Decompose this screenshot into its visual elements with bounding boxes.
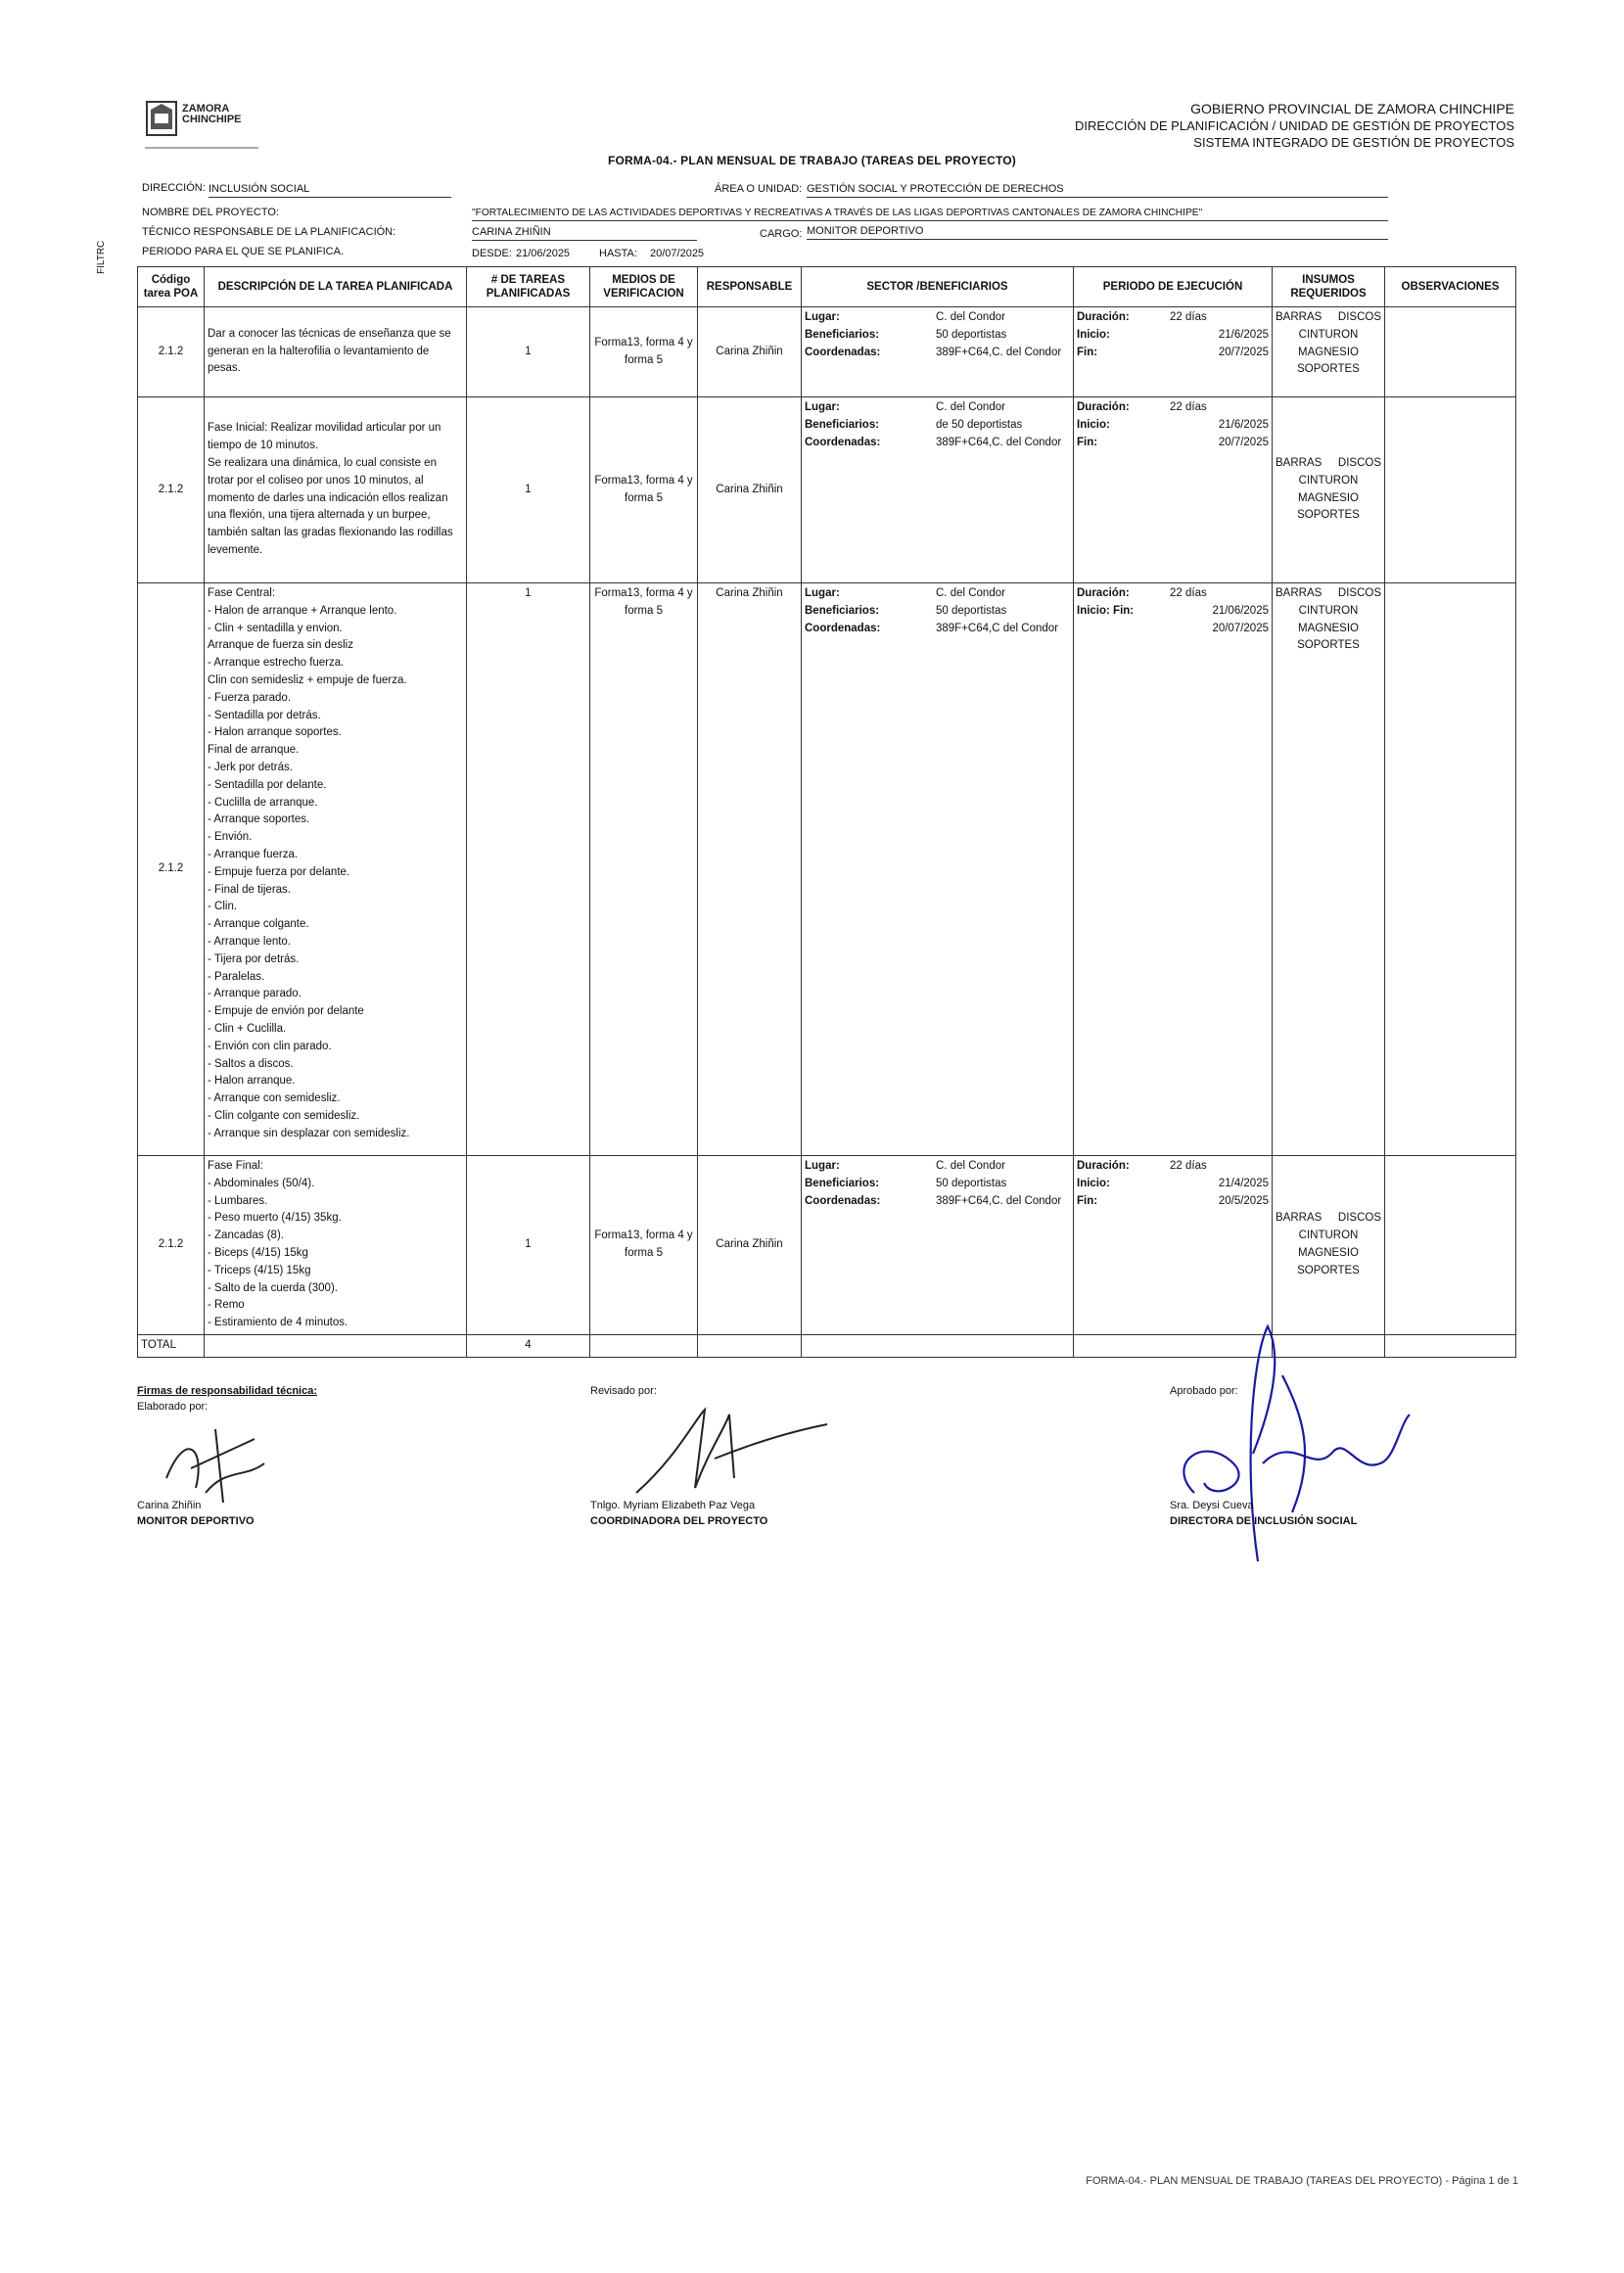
descripcion-cell: Fase Final: - Abdominales (50/4). - Lumbares. - Peso muerto (4/15) 35kg. - Zancadas (8). - Biceps (4/15) 15kg - Triceps (4/15) 15kg - Salto de la cuerda (300). - Remo - Estiramiento de 4 minutos. <box>205 1156 467 1335</box>
coordenadas-value: 389F+C64,C. del Condor <box>936 436 1062 448</box>
inicio-key: Inicio: <box>1077 328 1110 341</box>
inicio-key: Inicio: Fin: <box>1077 604 1135 617</box>
medios-cell: Forma13, forma 4 y forma 5 <box>590 397 698 583</box>
duracion-key: Duración: <box>1077 401 1130 413</box>
medios-cell: Forma13, forma 4 y forma 5 <box>590 1156 698 1335</box>
duracion-key: Duración: <box>1077 311 1130 323</box>
col-insumos: INSUMOS REQUERIDOS <box>1273 267 1385 307</box>
responsable-cell: Carina Zhiñin <box>698 1156 802 1335</box>
duracion-value: 22 días <box>1170 587 1207 599</box>
table-header-row <box>138 267 1516 307</box>
observaciones-cell <box>1385 1156 1516 1335</box>
codigo-cell: 2.1.2 <box>138 397 205 583</box>
gov-line-2: DIRECCIÓN DE PLANIFICACIÓN / UNIDAD DE GESTIÓN DE PROYECTOS <box>1074 118 1514 133</box>
logo-line-2: CHINCHIPE <box>182 114 242 125</box>
insumo-item: MAGNESIO <box>1298 1247 1359 1259</box>
government-header <box>1075 101 1514 151</box>
insumo-item: CINTURON <box>1298 604 1359 617</box>
aprobado-cargo: DIRECTORA DE INCLUSIÓN SOCIAL <box>1170 1515 1358 1527</box>
desde-label: DESDE: <box>472 248 512 259</box>
crest-icon <box>145 100 178 139</box>
col-codigo: Código tarea POA <box>138 267 205 307</box>
num-tareas-cell: 1 <box>467 307 590 397</box>
col-sector: SECTOR /BENEFICIARIOS <box>802 267 1074 307</box>
fin-key <box>1077 621 1170 638</box>
periodo-cell <box>1074 307 1273 397</box>
elaborado-cargo: MONITOR DEPORTIVO <box>137 1515 255 1527</box>
insumos-cell <box>1273 307 1385 397</box>
duracion-value: 22 días <box>1170 1160 1207 1172</box>
coordenadas-key: Coordenadas: <box>805 1194 881 1207</box>
col-descripcion: DESCRIPCIÓN DE LA TAREA PLANIFICADA <box>205 267 467 307</box>
duracion-key: Duración: <box>1077 587 1130 599</box>
fin-value: 20/5/2025 <box>1218 1194 1269 1207</box>
direccion-label: DIRECCIÓN: <box>142 182 206 194</box>
inicio-value: 21/6/2025 <box>1218 418 1269 431</box>
sector-cell <box>802 397 1074 583</box>
insumo-item: MAGNESIO <box>1298 491 1359 504</box>
inicio-value: 21/6/2025 <box>1218 328 1269 341</box>
descripcion-cell: Fase Central: - Halon de arranque + Arranque lento. - Clin + sentadilla y envion. Arranque de fuerza sin desliz - Arranque estrecho fuerza. Clin con semidesliz + empuje de fuerza. - Fuerza parado. - Sentadilla por detrás. - Halon arranque soportes. Final de arranque. - Jerk por detrás. - Sentadilla por delante. - Cuclilla de arranque. - Arranque soportes. - Envión. - Arranque fuerza. - Empuje fuerza por delante. - Final de tijeras. - Clin. - Arranque colgante. - Arranque lento. - Tijera por detrás. - Paralelas. - Arranque parado. - Empuje de envión por delante - Clin + Cuclilla. - Envión con clin parado. - Saltos a discos. - Halon arranque. - Arranque con semidesliz. - Clin colgante con semidesliz. - Arranque sin desplazar con semidesliz. <box>205 583 467 1156</box>
lugar-value: C. del Condor <box>936 401 1005 413</box>
insumo-item: SOPORTES <box>1297 1264 1360 1276</box>
area-value: GESTIÓN SOCIAL Y PROTECCIÓN DE DERECHOS <box>807 183 1388 198</box>
insumo-item: SOPORTES <box>1297 509 1360 522</box>
observaciones-cell <box>1385 307 1516 397</box>
fin-value: 20/07/2025 <box>1212 622 1269 634</box>
beneficiarios-key: Beneficiarios: <box>805 1177 880 1189</box>
fin-key: Fin: <box>1077 436 1098 448</box>
codigo-cell: 2.1.2 <box>138 307 205 397</box>
lugar-value: C. del Condor <box>936 1160 1005 1172</box>
col-observaciones: OBSERVACIONES <box>1385 267 1516 307</box>
insumo-item: BARRAS DISCOS <box>1276 311 1381 323</box>
sector-cell <box>802 1156 1074 1335</box>
signature-aprobado <box>1145 1317 1419 1581</box>
col-responsable: RESPONSABLE <box>698 267 802 307</box>
coordenadas-key: Coordenadas: <box>805 346 881 358</box>
lugar-value: C. del Condor <box>936 311 1005 323</box>
duracion-key: Duración: <box>1077 1160 1130 1172</box>
signature-revisado <box>617 1400 832 1508</box>
inicio-value: 21/06/2025 <box>1212 604 1269 617</box>
revisado-label: Revisado por: <box>590 1385 657 1397</box>
side-code: FILTRC <box>96 240 107 274</box>
aprobado-label: Aprobado por: <box>1170 1385 1238 1397</box>
table-row <box>138 1156 1516 1335</box>
sector-cell <box>802 583 1074 1156</box>
col-medios: MEDIOS DE VERIFICACION <box>590 267 698 307</box>
tecnico-label: TÉCNICO RESPONSABLE DE LA PLANIFICACIÓN: <box>142 226 396 238</box>
coordenadas-value: 389F+C64,C del Condor <box>936 622 1058 634</box>
fin-key: Fin: <box>1077 346 1098 358</box>
insumo-item: CINTURON <box>1298 328 1359 341</box>
insumo-item: BARRAS DISCOS <box>1276 587 1381 599</box>
fin-value: 20/7/2025 <box>1218 346 1269 358</box>
table-row <box>138 307 1516 397</box>
lugar-key: Lugar: <box>805 587 840 599</box>
inicio-key: Inicio: <box>1077 1177 1110 1189</box>
gov-line-3: SISTEMA INTEGRADO DE GESTIÓN DE PROYECTOS <box>1193 135 1514 150</box>
beneficiarios-key: Beneficiarios: <box>805 604 880 617</box>
tecnico-value: CARINA ZHIÑIN <box>472 226 697 241</box>
lugar-key: Lugar: <box>805 1160 840 1172</box>
insumo-item: BARRAS DISCOS <box>1276 456 1381 469</box>
beneficiarios-key: Beneficiarios: <box>805 328 880 341</box>
beneficiarios-value: 50 deportistas <box>936 1177 1007 1189</box>
medios-cell: Forma13, forma 4 y forma 5 <box>590 583 698 1156</box>
total-value: 4 <box>467 1335 590 1358</box>
elaborado-label: Elaborado por: <box>137 1401 209 1413</box>
logo <box>145 100 258 153</box>
periodo-label: PERIODO PARA EL QUE SE PLANIFICA. <box>142 246 345 257</box>
hasta-value: 20/07/2025 <box>650 248 705 259</box>
num-tareas-cell: 1 <box>467 1156 590 1335</box>
insumo-item: BARRAS DISCOS <box>1276 1212 1381 1225</box>
insumo-item: SOPORTES <box>1297 639 1360 652</box>
beneficiarios-value: de 50 deportistas <box>936 418 1023 431</box>
descripcion-cell: Dar a conocer las técnicas de enseñanza que se generan en la halterofilia o levantamiento de pesas. <box>205 307 467 397</box>
insumo-item: CINTURON <box>1298 474 1359 487</box>
medios-cell: Forma13, forma 4 y forma 5 <box>590 307 698 397</box>
inicio-value: 21/4/2025 <box>1218 1177 1269 1189</box>
logo-line-1: ZAMORA <box>182 103 230 115</box>
responsable-cell: Carina Zhiñin <box>698 397 802 583</box>
sector-cell <box>802 307 1074 397</box>
direccion-value: INCLUSIÓN SOCIAL <box>209 183 451 198</box>
area-label: ÁREA O UNIDAD: <box>715 183 803 195</box>
observaciones-cell <box>1385 583 1516 1156</box>
duracion-value: 22 días <box>1170 401 1207 413</box>
lugar-value: C. del Condor <box>936 587 1005 599</box>
coordenadas-key: Coordenadas: <box>805 622 881 634</box>
col-periodo: PERIODO DE EJECUCIÓN <box>1074 267 1273 307</box>
num-tareas-cell: 1 <box>467 583 590 1156</box>
insumos-cell <box>1273 583 1385 1156</box>
insumo-item: MAGNESIO <box>1298 346 1359 358</box>
table-row <box>138 583 1516 1156</box>
beneficiarios-value: 50 deportistas <box>936 328 1007 341</box>
hasta-label: HASTA: <box>599 248 637 259</box>
signature-elaborado <box>147 1410 284 1508</box>
elaborado-name: Carina Zhiñin <box>137 1500 202 1511</box>
cargo-label: CARGO: <box>760 228 803 240</box>
col-num-tareas: # DE TAREAS PLANIFICADAS <box>467 267 590 307</box>
insumo-item: SOPORTES <box>1297 363 1360 376</box>
firmas-label: Firmas de responsabilidad técnica: <box>137 1385 318 1397</box>
aprobado-name: Sra. Deysi Cueva <box>1170 1500 1254 1511</box>
periodo-cell <box>1074 1156 1273 1335</box>
observaciones-cell <box>1385 397 1516 583</box>
insumo-item: CINTURON <box>1298 1229 1359 1242</box>
num-tareas-cell: 1 <box>467 397 590 583</box>
fin-value: 20/7/2025 <box>1218 436 1269 448</box>
tasks-table <box>137 266 1516 1358</box>
revisado-name: Tnlgo. Myriam Elizabeth Paz Vega <box>590 1500 756 1511</box>
revisado-cargo: COORDINADORA DEL PROYECTO <box>590 1515 768 1527</box>
periodo-cell <box>1074 397 1273 583</box>
gov-line-1: GOBIERNO PROVINCIAL DE ZAMORA CHINCHIPE <box>1190 101 1514 116</box>
insumos-cell <box>1273 397 1385 583</box>
inicio-key: Inicio: <box>1077 418 1110 431</box>
fin-key: Fin: <box>1077 1194 1098 1207</box>
coordenadas-value: 389F+C64,C. del Condor <box>936 346 1062 358</box>
logo-underline <box>145 145 258 153</box>
cargo-value: MONITOR DEPORTIVO <box>807 225 1388 240</box>
proyecto-value: "FORTALECIMIENTO DE LAS ACTIVIDADES DEPORTIVAS Y RECREATIVAS A TRAVÉS DE LAS LIGAS DEPORTIVAS CANTONALES DE ZAMORA CHINCHIPE" <box>472 207 1388 221</box>
duracion-value: 22 días <box>1170 311 1207 323</box>
descripcion-cell: Fase Inicial: Realizar movilidad articular por un tiempo de 10 minutos. Se realizara una dinámica, lo cual consiste en trotar por el coliseo por unos 10 minutos, al momento de darles una indicación ellos realizan una flexión, una tijera alternada y un burpee, también saltan las gradas flexionando las rodillas levemente. <box>205 397 467 583</box>
codigo-cell: 2.1.2 <box>138 583 205 1156</box>
responsable-cell: Carina Zhiñin <box>698 307 802 397</box>
desde-value: 21/06/2025 <box>516 248 571 259</box>
beneficiarios-value: 50 deportistas <box>936 604 1007 617</box>
total-label: TOTAL <box>138 1335 205 1358</box>
form-title: FORMA-04.- PLAN MENSUAL DE TRABAJO (TAREAS DEL PROYECTO) <box>607 154 1016 167</box>
insumos-cell <box>1273 1156 1385 1335</box>
lugar-key: Lugar: <box>805 401 840 413</box>
coordenadas-value: 389F+C64,C. del Condor <box>936 1194 1062 1207</box>
insumo-item: MAGNESIO <box>1298 622 1359 634</box>
proyecto-label: NOMBRE DEL PROYECTO: <box>142 207 279 218</box>
responsable-cell: Carina Zhiñin <box>698 583 802 1156</box>
table-row <box>138 397 1516 583</box>
periodo-cell <box>1074 583 1273 1156</box>
lugar-key: Lugar: <box>805 311 840 323</box>
coordenadas-key: Coordenadas: <box>805 436 881 448</box>
codigo-cell: 2.1.2 <box>138 1156 205 1335</box>
page-footer: FORMA-04.- PLAN MENSUAL DE TRABAJO (TAREAS DEL PROYECTO) - Página 1 de 1 <box>1086 2175 1518 2187</box>
beneficiarios-key: Beneficiarios: <box>805 418 880 431</box>
